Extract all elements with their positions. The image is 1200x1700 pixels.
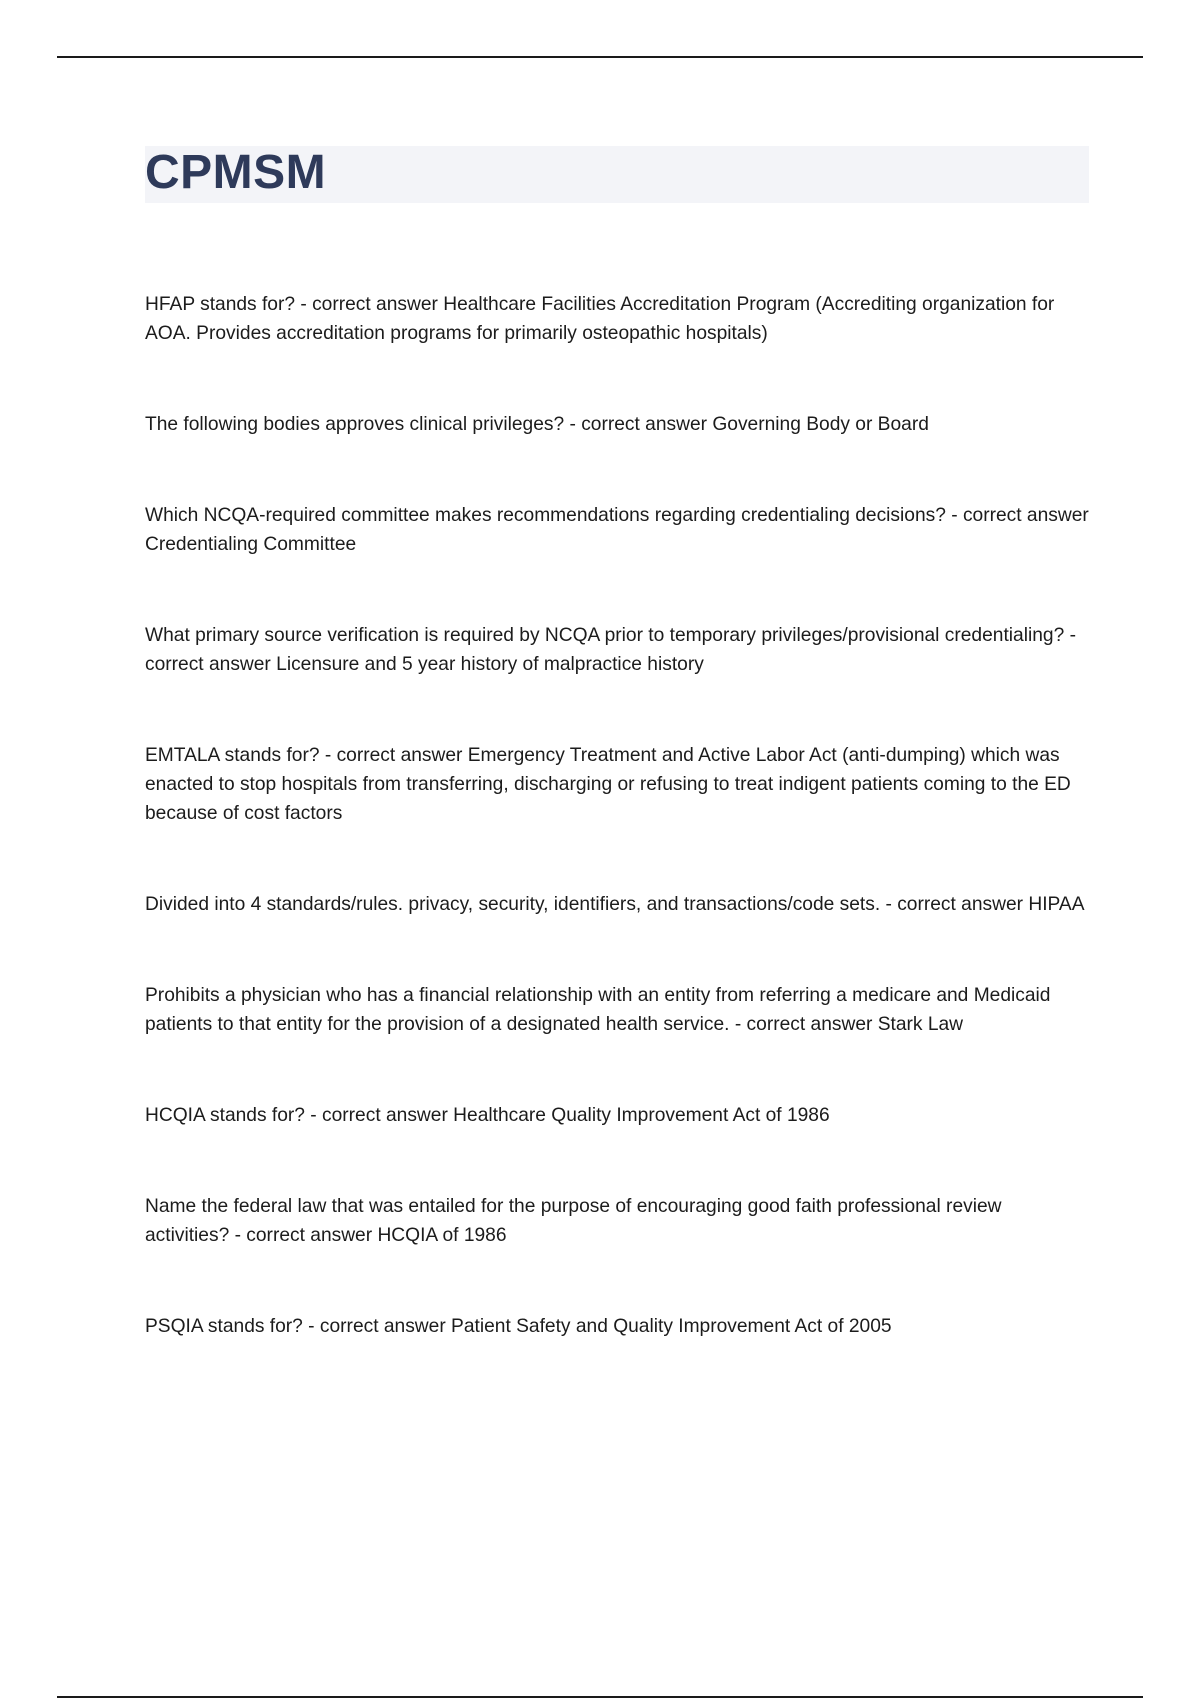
qa-item: EMTALA stands for? - correct answer Emergency Treatment and Active Labor Act (anti-dumping) which was enacted to stop hospitals from transferring, discharging or refusing to treat indigent patients coming to the ED because of cost factors [145,745,1071,824]
header-rule [57,56,1143,58]
qa-item: Prohibits a physician who has a financial relationship with an entity from referring a medicare and Medicaid patients to that entity for the provision of a designated health service. - correct answer Stark Law [145,985,1051,1035]
qa-item: PSQIA stands for? - correct answer Patient Safety and Quality Improvement Act of 2005 [145,1316,892,1337]
title-band [145,146,1089,203]
qa-item: What primary source verification is required by NCQA prior to temporary privileges/provisional credentialing? - correct answer Licensure and 5 year history of malpractice history [145,625,1076,675]
qa-item: Which NCQA-required committee makes recommendations regarding credentialing decisions? - correct answer Credentialing Committee [145,505,1089,555]
qa-item: HFAP stands for? - correct answer Healthcare Facilities Accreditation Program (Accrediting organization for AOA. Provides accreditation programs for primarily osteopathic hospitals) [145,294,1055,344]
qa-list [145,290,1090,1403]
qa-item: The following bodies approves clinical privileges? - correct answer Governing Body or Board [145,414,929,435]
qa-item: Divided into 4 standards/rules. privacy, security, identifiers, and transactions/code sets. - correct answer HIPAA [145,894,1085,915]
qa-item: HCQIA stands for? - correct answer Healthcare Quality Improvement Act of 1986 [145,1105,830,1126]
qa-item: Name the federal law that was entailed for the purpose of encouraging good faith professional review activities? - correct answer HCQIA of 1986 [145,1196,1002,1246]
document-title: CPMSM [145,146,327,199]
footer-rule [57,1696,1143,1698]
